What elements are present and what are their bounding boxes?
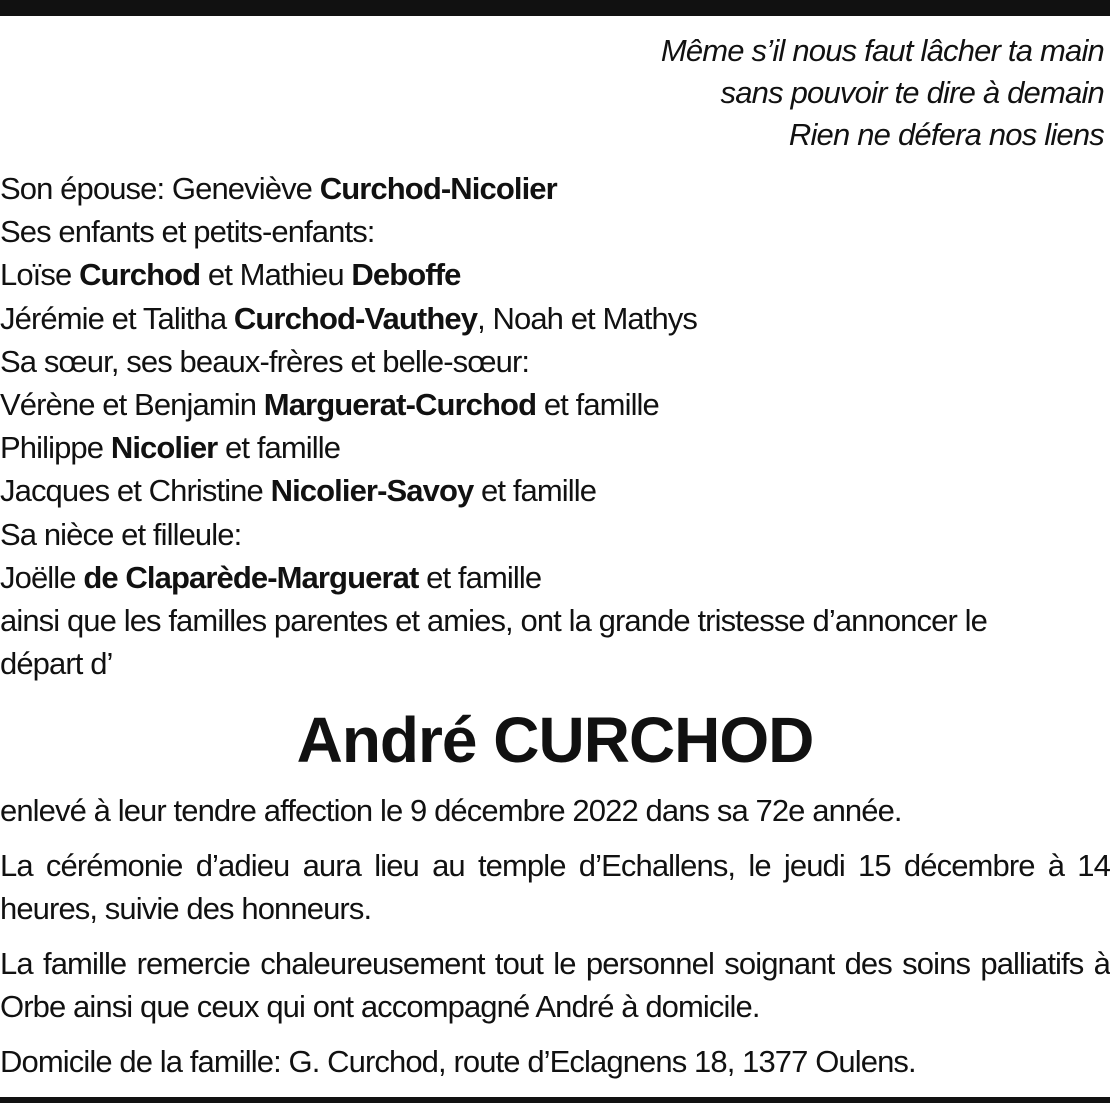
address-paragraph: Domicile de la famille: G. Curchod, route d’Eclagnens 18, 1377 Oulens. <box>0 1044 916 1079</box>
family-surname: Curchod-Nicolier <box>319 171 557 206</box>
family-text: Ses enfants et petits-enfants: <box>0 214 375 250</box>
family-surname: Nicolier-Savoy <box>270 473 474 509</box>
family-text: , Noah et Mathys <box>477 300 697 336</box>
family-text: ainsi que les familles parentes et amies, ont la grande tristesse d’annoncer le <box>0 603 987 639</box>
family-text: Sa sœur, ses beaux-frères et belle-sœur: <box>0 343 530 379</box>
family-line <box>0 642 1110 685</box>
family-text: et famille <box>418 559 542 595</box>
family-line <box>0 556 1110 599</box>
family-surname: Curchod-Vauthey <box>233 300 478 336</box>
family-surname: Marguerat-Curchod <box>263 387 537 423</box>
family-text: Jacques et Christine <box>0 473 271 509</box>
family-text: Son épouse: Geneviève <box>0 171 320 206</box>
family-text: Loïse <box>0 257 80 293</box>
family-surname: Nicolier <box>110 430 218 466</box>
family-line <box>0 426 1110 469</box>
family-text: Sa nièce et filleule: <box>0 516 242 552</box>
family-text: Jérémie et Talitha <box>0 300 234 336</box>
family-text: départ d’ <box>0 646 113 682</box>
family-line <box>0 297 1110 340</box>
announcement-body <box>0 789 1110 1095</box>
family-text: Vérène et Benjamin <box>0 387 264 423</box>
family-text: et Mathieu <box>200 257 352 293</box>
family-text: et famille <box>473 473 597 509</box>
epigraph-poem <box>404 30 1104 156</box>
family-surname: Curchod <box>79 257 201 293</box>
family-text: et famille <box>217 430 341 466</box>
poem-line: Même s’il nous faut lâcher ta main <box>660 33 1104 68</box>
poem-line: Rien ne défera nos liens <box>788 117 1104 152</box>
family-line <box>0 167 1110 210</box>
family-surname: Deboffe <box>351 257 461 293</box>
family-line <box>0 599 1110 642</box>
family-text: et famille <box>536 387 659 423</box>
family-text: Philippe <box>0 430 111 466</box>
top-rule <box>0 0 1110 16</box>
family-line <box>0 210 1110 253</box>
ceremony-paragraph: La cérémonie d’adieu aura lieu au temple d’Echallens, le jeudi 15 décembre à 14 heures, suivie des honneurs. <box>0 848 1110 926</box>
thanks-paragraph: La famille remercie chaleureusement tout le personnel soignant des soins palliatifs à Orbe ainsi que ceux qui ont accompagné André à domicile. <box>0 946 1110 1024</box>
family-list <box>0 167 1110 685</box>
family-surname: de Claparède-Marguerat <box>83 559 419 595</box>
family-line <box>0 253 1110 296</box>
family-line <box>0 469 1110 512</box>
family-line <box>0 340 1110 383</box>
family-text: Joëlle <box>0 559 84 595</box>
family-line <box>0 383 1110 426</box>
passing-paragraph: enlevé à leur tendre affection le 9 décembre 2022 dans sa 72e année. <box>0 793 902 828</box>
deceased-name: André CURCHOD <box>296 704 814 776</box>
family-line <box>0 513 1110 556</box>
bottom-rule <box>0 1097 1110 1103</box>
poem-line: sans pouvoir te dire à demain <box>720 75 1104 110</box>
